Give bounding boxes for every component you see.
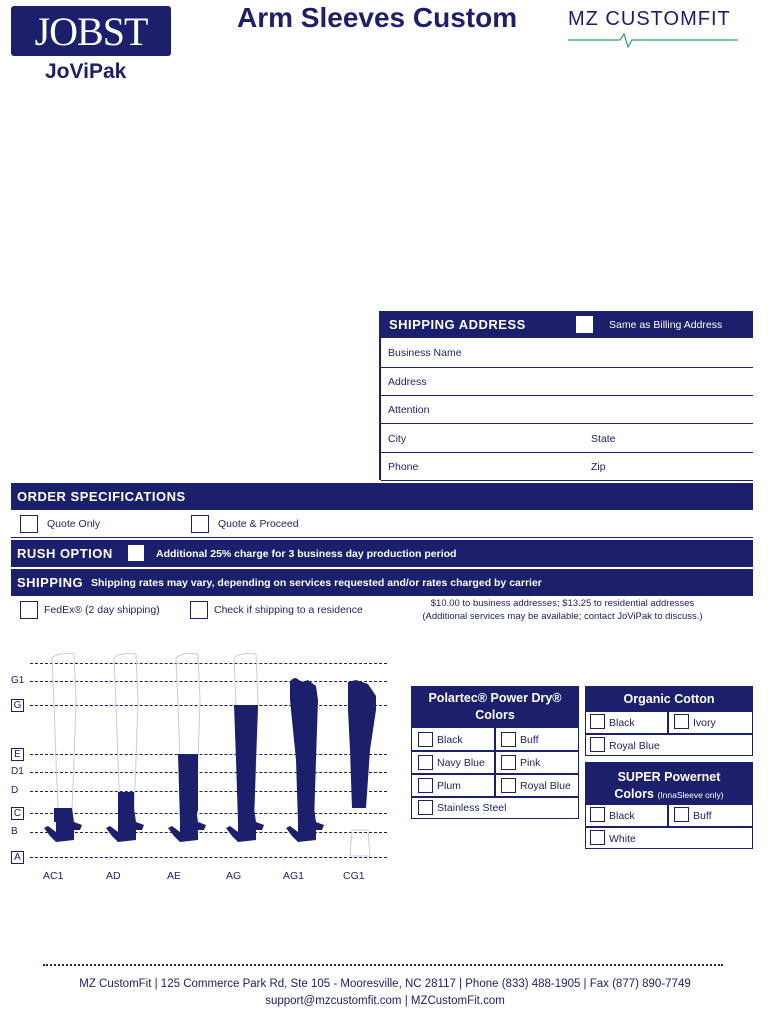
sleeve-ag (226, 654, 264, 843)
marker-g: G (11, 699, 24, 712)
marker-a: A (11, 851, 24, 864)
address-field[interactable] (435, 369, 750, 394)
business-name-label: Business Name (388, 347, 462, 359)
address-label: Address (388, 376, 427, 388)
rush-option-note: Additional 25% charge for 3 business day production period (156, 548, 457, 560)
city-field[interactable] (415, 426, 585, 451)
style-ag: AG (226, 870, 242, 882)
style-cg1: CG1 (343, 870, 365, 882)
marker-g1: G1 (11, 675, 25, 686)
polartec-subtitle: Colors (475, 708, 515, 722)
organic-royal-blue-checkbox[interactable] (590, 737, 605, 752)
polartec-header (411, 686, 579, 727)
super-powernet-header (585, 762, 753, 804)
rush-option-bar (11, 540, 753, 567)
same-as-billing-checkbox[interactable] (576, 316, 593, 333)
powernet-black-checkbox[interactable] (590, 807, 605, 822)
shipping-note: Shipping rates may vary, depending on services requested and/or rates charged by carrier (91, 577, 542, 589)
polartec-pink-label: Pink (520, 757, 541, 769)
sleeve-ad (106, 654, 144, 843)
marker-d: D (11, 785, 19, 796)
polartec-stainless-steel-checkbox[interactable] (418, 800, 433, 815)
style-ac1: AC1 (43, 870, 64, 882)
quote-proceed-label: Quote & Proceed (218, 518, 299, 530)
polartec-navy-blue-label: Navy Blue (437, 757, 485, 769)
super-powernet-note: (InnaSleeve only) (657, 790, 724, 800)
powernet-buff-checkbox[interactable] (674, 807, 689, 822)
order-specifications-bar (11, 483, 753, 510)
same-as-billing-label: Same as Billing Address (609, 319, 723, 331)
quote-only-checkbox[interactable] (20, 515, 38, 533)
rush-option-title: RUSH OPTION (17, 546, 113, 561)
mz-customfit-logo-text: MZ CUSTOMFIT (568, 8, 731, 30)
phone-field[interactable] (425, 454, 585, 479)
style-ae: AE (167, 870, 182, 882)
shipping-rates: $10.00 to business addresses; $13.25 to residential addresses (430, 598, 695, 609)
residence-checkbox[interactable] (190, 601, 208, 619)
footer-address: MZ CustomFit | 125 Commerce Park Rd, Ste 105 - Mooresville, NC 28117 | Phone (833) 488-1905 | Fax (877) 890-7749 (79, 978, 691, 990)
city-label: City (388, 433, 407, 445)
zip-field[interactable] (615, 454, 750, 479)
mz-customfit-logo (568, 8, 738, 46)
super-powernet-title: SUPER Powernet (617, 770, 721, 784)
shipping-address-header (381, 311, 753, 338)
polartec-royal-blue-label: Royal Blue (520, 780, 571, 792)
fedex-checkbox[interactable] (20, 601, 38, 619)
divider (411, 796, 579, 798)
business-name-field[interactable] (460, 340, 750, 365)
divider (667, 804, 669, 826)
divider (11, 537, 753, 538)
organic-black-label: Black (609, 717, 635, 729)
arm-sleeves-illustration (30, 650, 390, 865)
divider (667, 711, 669, 733)
heartbeat-icon (568, 32, 738, 48)
organic-ivory-label: Ivory (693, 717, 716, 729)
sub-brand: JoViPak (45, 60, 127, 83)
divider (381, 480, 753, 481)
shipping-title: SHIPPING (17, 575, 84, 590)
organic-cotton-title: Organic Cotton (623, 692, 715, 706)
divider (381, 423, 753, 424)
quote-proceed-checkbox[interactable] (191, 515, 209, 533)
phone-label: Phone (388, 461, 419, 473)
organic-ivory-checkbox[interactable] (674, 714, 689, 729)
page-title: Arm Sleeves Custom (237, 2, 518, 33)
shipping-bar (11, 569, 753, 596)
fedex-label: FedEx® (2 day shipping) (44, 604, 160, 616)
residence-label: Check if shipping to a residence (214, 604, 363, 616)
jobst-logo-text: JOBST (34, 9, 148, 54)
polartec-buff-label: Buff (520, 734, 539, 746)
divider (381, 395, 753, 396)
divider (585, 826, 753, 828)
polartec-royal-blue-checkbox[interactable] (501, 778, 516, 793)
marker-c: C (11, 807, 24, 820)
sleeve-ae (168, 654, 206, 843)
super-powernet-subtitle: Colors (614, 787, 654, 801)
quote-only-label: Quote Only (47, 518, 101, 530)
shipping-rates-note: (Additional services may be available; contact JoViPak to discuss.) (422, 611, 703, 622)
organic-royal-blue-label: Royal Blue (609, 740, 660, 752)
divider (494, 727, 496, 796)
sleeve-ac1 (44, 654, 82, 843)
polartec-pink-checkbox[interactable] (501, 755, 516, 770)
order-specifications-title: ORDER SPECIFICATIONS (17, 489, 186, 504)
zip-label: Zip (591, 461, 606, 473)
powernet-white-checkbox[interactable] (590, 830, 605, 845)
polartec-title: Polartec® Power Dry® (428, 691, 562, 705)
rush-option-checkbox[interactable] (128, 545, 144, 561)
marker-e: E (11, 748, 24, 761)
polartec-navy-blue-checkbox[interactable] (418, 755, 433, 770)
powernet-white-label: White (609, 833, 636, 845)
footer-contact: support@mzcustomfit.com | MZCustomFit.com (265, 995, 505, 1007)
divider (585, 733, 753, 735)
polartec-plum-checkbox[interactable] (418, 778, 433, 793)
sleeve-cg1 (348, 680, 376, 856)
marker-d1: D1 (11, 766, 24, 777)
jobst-logo (11, 6, 171, 56)
state-label: State (591, 433, 616, 445)
attention-label: Attention (388, 404, 430, 416)
divider (381, 367, 753, 368)
polartec-stainless-steel-label: Stainless Steel (437, 802, 507, 814)
shipping-address-title: SHIPPING ADDRESS (389, 317, 526, 332)
polartec-black-label: Black (437, 734, 463, 746)
polartec-buff-checkbox[interactable] (501, 732, 516, 747)
marker-b: B (11, 826, 18, 837)
footer-divider (43, 964, 723, 966)
powernet-black-label: Black (609, 810, 635, 822)
style-ad: AD (106, 870, 121, 882)
polartec-black-checkbox[interactable] (418, 732, 433, 747)
powernet-buff-label: Buff (693, 810, 712, 822)
divider (381, 452, 753, 453)
polartec-plum-label: Plum (437, 780, 461, 792)
style-ag1: AG1 (283, 870, 305, 882)
organic-black-checkbox[interactable] (590, 714, 605, 729)
state-field[interactable] (625, 426, 750, 451)
attention-field[interactable] (440, 397, 750, 422)
sleeve-ag1 (286, 678, 324, 842)
organic-cotton-header (585, 686, 753, 711)
